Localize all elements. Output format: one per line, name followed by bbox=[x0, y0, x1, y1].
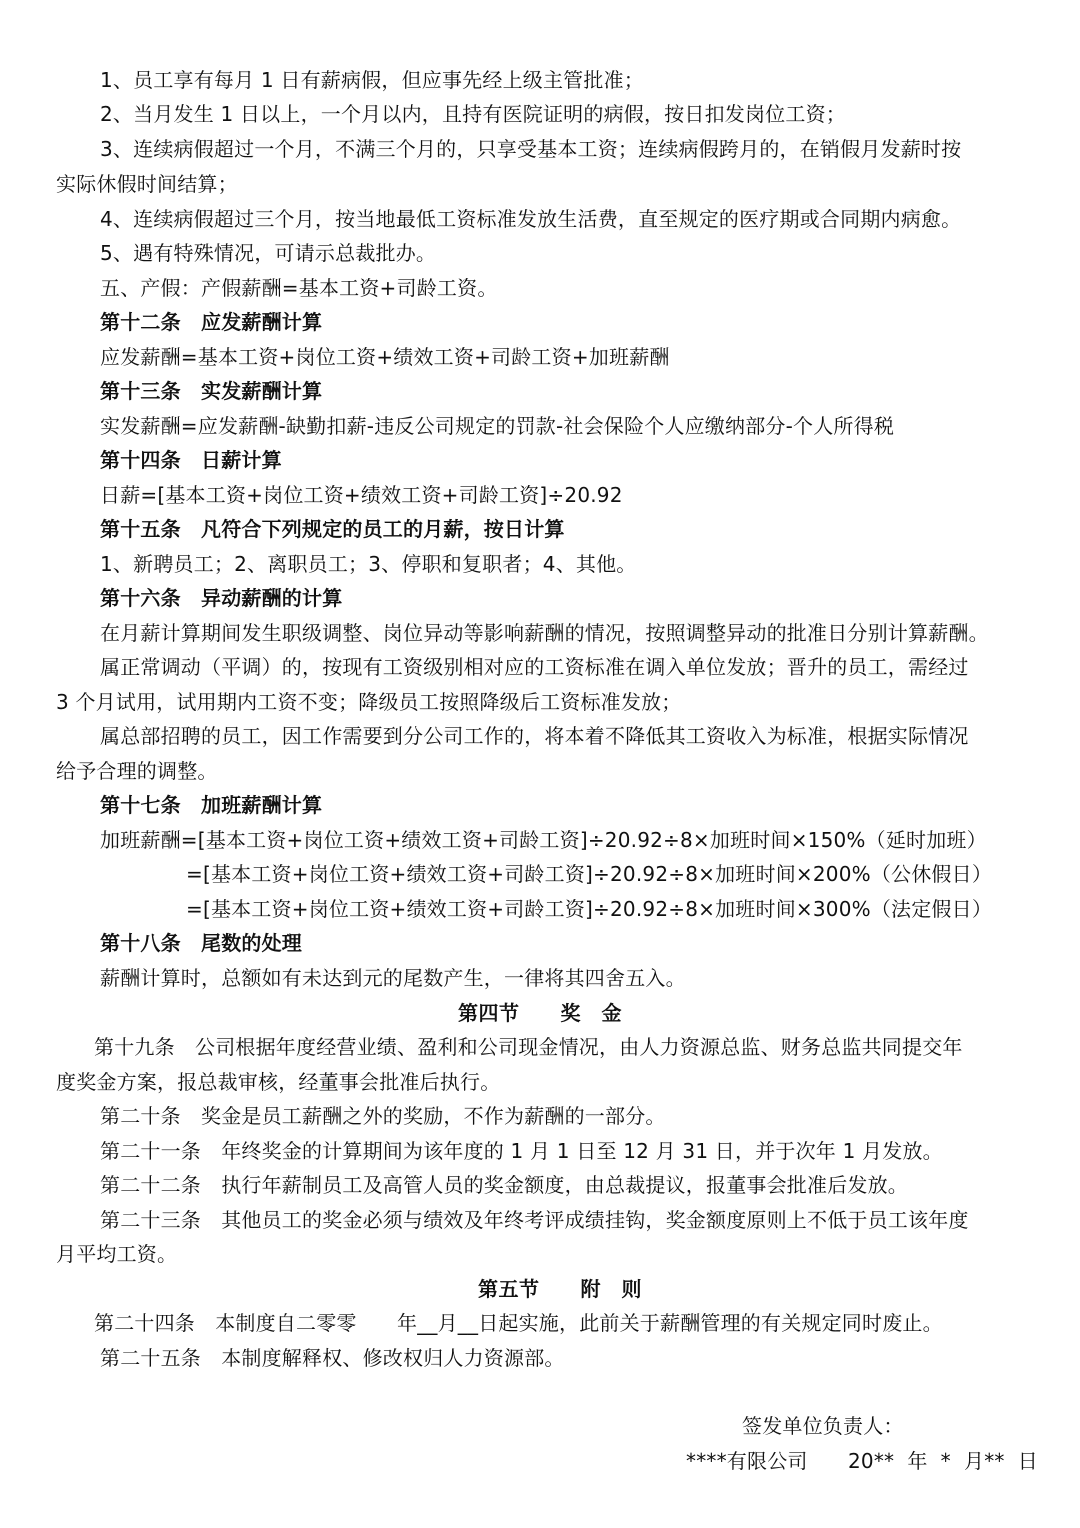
article-19-body: 第十九条 公司根据年度经营业绩、盈利和公司现金情况，由人力资源总监、财务总监共同提交年 bbox=[94, 1035, 963, 1059]
article-21-body: 第二十一条 年终奖金的计算期间为该年度的 1 月 1 日至 12 月 31 日，并于次年 1 月发放。 bbox=[100, 1139, 943, 1163]
article-16-para-2-cont: 3 个月试用，试用期内工资不变；降级员工按照降级后工资标准发放； bbox=[56, 690, 682, 714]
section-5-title: 第五节 附 则 bbox=[478, 1277, 642, 1301]
article-14-heading: 第十四条 日薪计算 bbox=[100, 448, 282, 472]
article-23-body: 第二十三条 其他员工的奖金必须与绩效及年终考评成绩挂钩，奖金额度原则上不低于员工该年度 bbox=[100, 1208, 969, 1232]
article-18-heading: 第十八条 尾数的处理 bbox=[100, 931, 302, 955]
article-12-heading: 第十二条 应发薪酬计算 bbox=[100, 310, 323, 334]
rule-item-2: 2、当月发生 1 日以上，一个月以内，且持有医院证明的病假，按日扣发岗位工资； bbox=[100, 102, 846, 126]
rule-item-3: 3、连续病假超过一个月，不满三个月的，只享受基本工资；连续病假跨月的，在销假月发薪时按 bbox=[100, 137, 962, 161]
section-4-title: 第四节 奖 金 bbox=[458, 1001, 622, 1025]
article-17-formula-1: 加班薪酬=[基本工资+岗位工资+绩效工资+司龄工资]÷20.92÷8×加班时间×150%（延时加班） bbox=[100, 828, 987, 852]
article-13-heading: 第十三条 实发薪酬计算 bbox=[100, 379, 323, 403]
article-22-body: 第二十二条 执行年薪制员工及高管人员的奖金额度，由总裁提议，报董事会批准后发放。 bbox=[100, 1173, 908, 1197]
rule-item-1: 1、员工享有每月 1 日有薪病假，但应事先经上级主管批准； bbox=[100, 68, 644, 92]
article-13-formula: 实发薪酬=应发薪酬-缺勤扣薪-违反公司规定的罚款-社会保险个人应缴纳部分-个人所得税 bbox=[100, 414, 895, 438]
article-24-body: 第二十四条 本制度自二零零 年__月__日起实施，此前关于薪酬管理的有关规定同时废止。 bbox=[94, 1311, 943, 1335]
article-12-formula: 应发薪酬=基本工资+岗位工资+绩效工资+司龄工资+加班薪酬 bbox=[100, 345, 670, 369]
article-16-para-3-cont: 给予合理的调整。 bbox=[56, 759, 218, 783]
article-18-body: 薪酬计算时，总额如有未达到元的尾数产生，一律将其四舍五入。 bbox=[100, 966, 686, 990]
article-17-formula-2: =[基本工资+岗位工资+绩效工资+司龄工资]÷20.92÷8×加班时间×200%（公休假日） bbox=[186, 862, 993, 886]
article-16-heading: 第十六条 异动薪酬的计算 bbox=[100, 586, 343, 610]
article-14-formula: 日薪=[基本工资+岗位工资+绩效工资+司龄工资]÷20.92 bbox=[100, 483, 623, 507]
article-16-para-2: 属正常调动（平调）的，按现有工资级别相对应的工资标准在调入单位发放；晋升的员工，需经过 bbox=[100, 655, 969, 679]
article-23-body-cont: 月平均工资。 bbox=[56, 1242, 178, 1266]
article-15-body: 1、新聘员工；2、离职员工；3、停职和复职者；4、其他。 bbox=[100, 552, 637, 576]
article-17-formula-3: =[基本工资+岗位工资+绩效工资+司龄工资]÷20.92÷8×加班时间×300%（法定假日） bbox=[186, 897, 993, 921]
rule-item-4: 4、连续病假超过三个月，按当地最低工资标准发放生活费，直至规定的医疗期或合同期内病愈。 bbox=[100, 207, 962, 231]
company-date-line: ****有限公司 20** 年 * 月** 日 bbox=[686, 1449, 1038, 1473]
rule-item-3-cont: 实际休假时间结算； bbox=[56, 172, 238, 196]
article-25-body: 第二十五条 本制度解释权、修改权归人力资源部。 bbox=[100, 1346, 565, 1370]
article-17-heading: 第十七条 加班薪酬计算 bbox=[100, 793, 323, 817]
maternity-leave-line: 五、产假：产假薪酬=基本工资+司龄工资。 bbox=[100, 276, 498, 300]
article-16-para-1: 在月薪计算期间发生职级调整、岗位异动等影响薪酬的情况，按照调整异动的批准日分别计算薪酬。 bbox=[100, 621, 989, 645]
rule-item-5: 5、遇有特殊情况，可请示总裁批办。 bbox=[100, 241, 437, 265]
article-19-body-cont: 度奖金方案，报总裁审核，经董事会批准后执行。 bbox=[56, 1070, 501, 1094]
article-16-para-3: 属总部招聘的员工，因工作需要到分公司工作的，将本着不降低其工资收入为标准，根据实际情况 bbox=[100, 724, 969, 748]
article-20-body: 第二十条 奖金是员工薪酬之外的奖励，不作为薪酬的一部分。 bbox=[100, 1104, 666, 1128]
article-15-heading: 第十五条 凡符合下列规定的员工的月薪，按日计算 bbox=[100, 517, 565, 541]
signatory-label: 签发单位负责人： bbox=[742, 1414, 904, 1438]
